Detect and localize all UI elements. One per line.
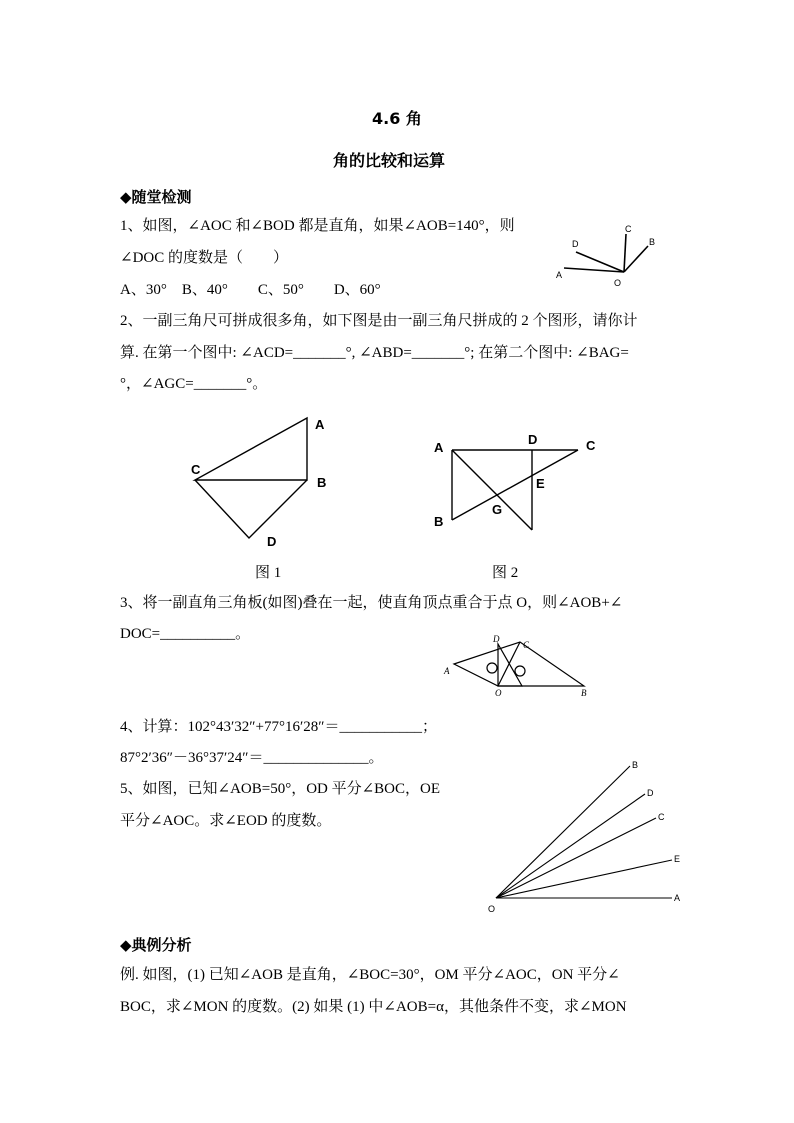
- section-heading-test: ◆随堂检测: [120, 188, 192, 206]
- q3-figure: [440, 632, 600, 700]
- fig1-label-c: C: [191, 462, 201, 477]
- q2-line-2: 算. 在第一个图中: ∠ACD=_______°, ∠ABD=_______°; 在第二个图中: ∠BAG=: [120, 345, 629, 361]
- fig2-label-g: G: [492, 502, 503, 517]
- q5-label-c: C: [658, 812, 665, 822]
- q3-label-b: B: [581, 688, 587, 698]
- fig1-label-a: A: [315, 417, 325, 432]
- fig1-label-d: D: [267, 534, 277, 549]
- q2-figure-1: [185, 410, 345, 550]
- q5-figure: [480, 758, 690, 918]
- fig2-label-b: B: [434, 514, 444, 529]
- q5-label-b: B: [632, 760, 639, 770]
- q4-line-1: 4、计算：102°43′32″+77°16′28″＝___________；: [120, 719, 438, 735]
- q3-line-2: DOC=__________。: [120, 626, 251, 642]
- q5-label-d: D: [647, 788, 654, 798]
- q5-label-a: A: [674, 893, 681, 903]
- section-heading-example: ◆典例分析: [120, 936, 192, 954]
- q3-label-c: C: [523, 640, 530, 650]
- q5-line-2: 平分∠AOC。求∠EOD 的度数。: [120, 813, 332, 829]
- q3-label-d: D: [493, 634, 500, 644]
- example-line-1: 例. 如图，(1) 已知∠AOB 是直角，∠BOC=30°，OM 平分∠AOC，ON 平分∠: [120, 967, 620, 983]
- fig2-label-a: A: [434, 440, 444, 455]
- q4-line-2: 87°2′36″－36°37′24″＝______________。: [120, 750, 384, 766]
- q2-line-1: 2、一副三角尺可拼成很多角，如下图是由一副三角尺拼成的 2 个图形，请你计: [120, 313, 638, 329]
- q1-figure: [550, 222, 670, 292]
- q1-label-o: O: [614, 278, 622, 288]
- fig1-label-b: B: [317, 475, 327, 490]
- page-subtitle: 角的比较和运算: [333, 151, 446, 170]
- fig2-caption: 图 2: [492, 565, 519, 581]
- q1-options: A、30° B、40° C、50° D、60°: [120, 282, 381, 298]
- q3-label-o: O: [495, 688, 502, 698]
- fig2-label-c: C: [586, 438, 596, 453]
- q5-label-e: E: [674, 854, 681, 864]
- q5-line-1: 5、如图，已知∠AOB=50°，OD 平分∠BOC，OE: [120, 781, 441, 797]
- q3-label-a: A: [444, 666, 450, 676]
- q1-label-b: B: [649, 237, 656, 247]
- example-line-2: BOC，求∠MON 的度数。(2) 如果 (1) 中∠AOB=α，其他条件不变，求∠MON: [120, 999, 627, 1015]
- q1-label-c: C: [625, 224, 632, 234]
- q1-line-1: 1、如图，∠AOC 和∠BOD 都是直角，如果∠AOB=140°，则: [120, 218, 515, 234]
- q2-figure-2: [430, 428, 610, 538]
- fig1-caption: 图 1: [255, 565, 282, 581]
- q5-label-o: O: [488, 904, 496, 914]
- q3-line-1: 3、将一副直角三角板(如图)叠在一起，使直角顶点重合于点 O，则∠AOB+∠: [120, 595, 623, 611]
- fig2-label-d: D: [528, 432, 538, 447]
- fig2-label-e: E: [536, 476, 545, 491]
- q1-label-d: D: [572, 239, 579, 249]
- q1-line-2: ∠DOC 的度数是（ ）: [120, 250, 288, 266]
- q1-label-a: A: [556, 270, 563, 280]
- q2-line-3: °，∠AGC=_______°。: [120, 376, 268, 392]
- page-title: 4.6 角: [372, 109, 422, 128]
